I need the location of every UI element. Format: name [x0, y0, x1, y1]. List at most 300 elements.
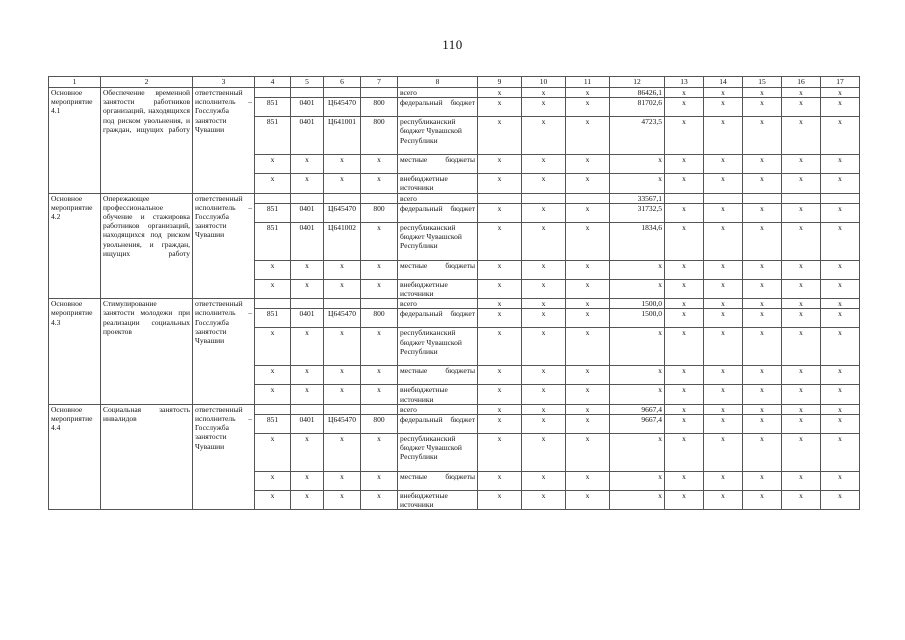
value-cell: x	[821, 155, 860, 174]
value-cell: x	[522, 472, 566, 491]
value-cell: x	[566, 415, 610, 434]
target-article-cell: x	[324, 366, 361, 385]
column-header: 3	[193, 77, 255, 88]
value-cell: x	[782, 155, 821, 174]
value-cell: x	[782, 385, 821, 404]
expense-type-cell: 800	[361, 415, 398, 434]
value-cell: x	[478, 299, 522, 309]
funding-source-cell: местные бюджеты	[398, 155, 478, 174]
funding-source-cell: федеральный бюджет	[398, 309, 478, 328]
target-article-cell: x	[324, 385, 361, 404]
value-cell: x	[743, 155, 782, 174]
section-code-cell: x	[291, 279, 324, 298]
value-cell: x	[743, 203, 782, 222]
amount-cell: x	[610, 366, 665, 385]
value-cell: x	[782, 174, 821, 193]
value-cell: x	[821, 415, 860, 434]
executor-cell: ответственный исполнитель – Госслужба занятости Чувашии	[193, 299, 255, 405]
page-number: 110	[442, 37, 463, 52]
value-cell: x	[566, 88, 610, 98]
value-cell: x	[566, 279, 610, 298]
table-row	[49, 299, 860, 309]
table-body	[49, 88, 860, 510]
value-cell: x	[566, 299, 610, 309]
admin-code-cell: x	[255, 434, 291, 472]
column-header: 13	[665, 77, 704, 88]
section-code-cell: 0401	[291, 309, 324, 328]
target-article-cell: x	[324, 155, 361, 174]
section-code-cell: 0401	[291, 222, 324, 260]
activity-name-cell: Опережающее профессиональное обучение и стажировка работников организаций, находящихся под риском увольнения, и граждан, ищущих работу	[101, 193, 193, 299]
value-cell: x	[665, 174, 704, 193]
value-cell: x	[566, 174, 610, 193]
value-cell: x	[478, 279, 522, 298]
value-cell: x	[821, 222, 860, 260]
expense-type-cell: x	[361, 260, 398, 279]
value-cell: x	[821, 299, 860, 309]
expense-type-cell: x	[361, 385, 398, 404]
value-cell: x	[782, 328, 821, 366]
funding-source-cell: всего	[398, 404, 478, 414]
value-cell: x	[821, 117, 860, 155]
value-cell: x	[665, 279, 704, 298]
value-cell: x	[478, 472, 522, 491]
value-cell: x	[821, 366, 860, 385]
value-cell: x	[704, 222, 743, 260]
column-header: 1	[49, 77, 101, 88]
value-cell: x	[522, 260, 566, 279]
value-cell: x	[821, 98, 860, 117]
admin-code-cell: 851	[255, 117, 291, 155]
value-cell	[743, 193, 782, 203]
value-cell: x	[522, 328, 566, 366]
amount-cell: x	[610, 174, 665, 193]
value-cell: x	[566, 260, 610, 279]
value-cell: x	[478, 366, 522, 385]
value-cell: x	[782, 203, 821, 222]
value-cell: x	[665, 299, 704, 309]
value-cell: x	[782, 260, 821, 279]
amount-cell: 9667,4	[610, 404, 665, 414]
value-cell: x	[566, 472, 610, 491]
value-cell: x	[665, 260, 704, 279]
amount-cell: x	[610, 434, 665, 472]
target-article-cell: Ц641002	[324, 222, 361, 260]
value-cell: x	[704, 155, 743, 174]
funding-source-cell: республиканский бюджет Чувашской Республики	[398, 117, 478, 155]
amount-cell: 9667,4	[610, 415, 665, 434]
expense-type-cell: x	[361, 174, 398, 193]
value-cell	[522, 193, 566, 203]
admin-code-cell	[255, 299, 291, 309]
value-cell: x	[522, 174, 566, 193]
column-header: 8	[398, 77, 478, 88]
value-cell: x	[522, 491, 566, 510]
section-code-cell: 0401	[291, 98, 324, 117]
activity-name-cell: Социальная занятость инвалидов	[101, 404, 193, 510]
amount-cell: 81702,6	[610, 98, 665, 117]
value-cell: x	[821, 434, 860, 472]
admin-code-cell: 851	[255, 98, 291, 117]
value-cell: x	[566, 155, 610, 174]
expense-type-cell: x	[361, 279, 398, 298]
value-cell: x	[522, 415, 566, 434]
admin-code-cell: x	[255, 328, 291, 366]
value-cell: x	[665, 222, 704, 260]
admin-code-cell: x	[255, 279, 291, 298]
table-row	[49, 88, 860, 98]
funding-source-cell: местные бюджеты	[398, 366, 478, 385]
funding-source-cell: внебюджетные источники	[398, 491, 478, 510]
column-header: 5	[291, 77, 324, 88]
value-cell: x	[566, 203, 610, 222]
column-header: 7	[361, 77, 398, 88]
funding-source-cell: республиканский бюджет Чувашской Республики	[398, 328, 478, 366]
admin-code-cell: x	[255, 472, 291, 491]
value-cell	[478, 193, 522, 203]
amount-cell: x	[610, 279, 665, 298]
value-cell	[821, 193, 860, 203]
section-code-cell: x	[291, 328, 324, 366]
column-header: 17	[821, 77, 860, 88]
amount-cell: x	[610, 385, 665, 404]
table-row	[49, 193, 860, 203]
value-cell: x	[665, 434, 704, 472]
value-cell: x	[821, 203, 860, 222]
value-cell	[782, 193, 821, 203]
value-cell: x	[821, 491, 860, 510]
amount-cell: 4723,5	[610, 117, 665, 155]
value-cell: x	[743, 434, 782, 472]
expense-type-cell: x	[361, 434, 398, 472]
value-cell: x	[478, 328, 522, 366]
amount-cell: 31732,5	[610, 203, 665, 222]
value-cell: x	[704, 491, 743, 510]
value-cell: x	[665, 309, 704, 328]
value-cell: x	[704, 98, 743, 117]
target-article-cell: Ц641001	[324, 117, 361, 155]
section-code-cell: x	[291, 366, 324, 385]
target-article-cell: x	[324, 260, 361, 279]
value-cell: x	[522, 366, 566, 385]
column-header: 6	[324, 77, 361, 88]
value-cell: x	[821, 88, 860, 98]
admin-code-cell	[255, 193, 291, 203]
value-cell: x	[821, 279, 860, 298]
value-cell: x	[478, 117, 522, 155]
value-cell: x	[522, 117, 566, 155]
activity-cell: Основное мероприятие 4.1	[49, 88, 101, 194]
value-cell: x	[566, 117, 610, 155]
admin-code-cell: x	[255, 385, 291, 404]
funding-source-cell: внебюджетные источники	[398, 279, 478, 298]
expense-type-cell: 800	[361, 203, 398, 222]
value-cell: x	[743, 415, 782, 434]
value-cell: x	[821, 174, 860, 193]
value-cell: x	[704, 366, 743, 385]
section-code-cell: 0401	[291, 203, 324, 222]
admin-code-cell: x	[255, 155, 291, 174]
value-cell: x	[704, 309, 743, 328]
funding-source-cell: федеральный бюджет	[398, 98, 478, 117]
amount-cell: x	[610, 472, 665, 491]
value-cell: x	[704, 385, 743, 404]
section-code-cell: x	[291, 155, 324, 174]
amount-cell: 1500,0	[610, 299, 665, 309]
amount-cell: x	[610, 260, 665, 279]
funding-source-cell: местные бюджеты	[398, 472, 478, 491]
value-cell: x	[478, 260, 522, 279]
admin-code-cell	[255, 404, 291, 414]
value-cell: x	[522, 222, 566, 260]
value-cell: x	[743, 328, 782, 366]
value-cell: x	[821, 260, 860, 279]
expense-type-cell	[361, 88, 398, 98]
amount-cell: x	[610, 155, 665, 174]
target-article-cell: x	[324, 472, 361, 491]
table-row	[49, 404, 860, 414]
target-article-cell	[324, 88, 361, 98]
value-cell: x	[782, 434, 821, 472]
value-cell: x	[743, 117, 782, 155]
amount-cell: 33567,1	[610, 193, 665, 203]
value-cell: x	[566, 309, 610, 328]
section-code-cell	[291, 193, 324, 203]
value-cell: x	[782, 299, 821, 309]
target-article-cell: x	[324, 434, 361, 472]
expense-type-cell	[361, 299, 398, 309]
admin-code-cell	[255, 88, 291, 98]
section-code-cell: x	[291, 491, 324, 510]
value-cell: x	[782, 366, 821, 385]
value-cell: x	[704, 434, 743, 472]
value-cell: x	[478, 222, 522, 260]
value-cell: x	[665, 404, 704, 414]
value-cell: x	[704, 404, 743, 414]
admin-code-cell: 851	[255, 415, 291, 434]
activity-cell: Основное мероприятие 4.3	[49, 299, 101, 405]
funding-source-cell: республиканский бюджет Чувашской Республики	[398, 222, 478, 260]
value-cell: x	[743, 88, 782, 98]
value-cell: x	[821, 404, 860, 414]
activity-cell: Основное мероприятие 4.2	[49, 193, 101, 299]
value-cell: x	[522, 434, 566, 472]
value-cell: x	[704, 472, 743, 491]
value-cell: x	[743, 366, 782, 385]
value-cell: x	[782, 117, 821, 155]
value-cell: x	[478, 385, 522, 404]
value-cell: x	[782, 404, 821, 414]
value-cell: x	[478, 88, 522, 98]
value-cell: x	[782, 309, 821, 328]
value-cell: x	[704, 415, 743, 434]
value-cell: x	[743, 299, 782, 309]
target-article-cell	[324, 404, 361, 414]
admin-code-cell: 851	[255, 203, 291, 222]
expense-type-cell: x	[361, 472, 398, 491]
value-cell: x	[522, 299, 566, 309]
funding-source-cell: местные бюджеты	[398, 260, 478, 279]
section-code-cell: 0401	[291, 415, 324, 434]
funding-source-cell: федеральный бюджет	[398, 203, 478, 222]
target-article-cell: Ц645470	[324, 203, 361, 222]
funding-source-cell: внебюджетные источники	[398, 385, 478, 404]
value-cell: x	[566, 222, 610, 260]
value-cell: x	[704, 260, 743, 279]
value-cell: x	[743, 260, 782, 279]
value-cell: x	[782, 222, 821, 260]
column-number-row	[49, 77, 860, 88]
section-code-cell	[291, 404, 324, 414]
value-cell: x	[522, 309, 566, 328]
value-cell: x	[665, 385, 704, 404]
budget-table	[48, 76, 860, 510]
value-cell: x	[782, 415, 821, 434]
target-article-cell: Ц645470	[324, 309, 361, 328]
value-cell: x	[566, 98, 610, 117]
funding-source-cell: федеральный бюджет	[398, 415, 478, 434]
expense-type-cell: x	[361, 491, 398, 510]
expense-type-cell: 800	[361, 98, 398, 117]
column-header: 4	[255, 77, 291, 88]
value-cell: x	[478, 174, 522, 193]
column-header: 12	[610, 77, 665, 88]
value-cell: x	[522, 279, 566, 298]
value-cell: x	[743, 491, 782, 510]
value-cell: x	[782, 472, 821, 491]
value-cell: x	[566, 491, 610, 510]
value-cell: x	[704, 117, 743, 155]
value-cell: x	[743, 222, 782, 260]
activity-cell: Основное мероприятие 4.4	[49, 404, 101, 510]
column-header: 2	[101, 77, 193, 88]
executor-cell: ответственный исполнитель – Госслужба занятости Чувашии	[193, 193, 255, 299]
expense-type-cell: 800	[361, 117, 398, 155]
value-cell: x	[665, 415, 704, 434]
expense-type-cell: x	[361, 328, 398, 366]
value-cell: x	[743, 385, 782, 404]
admin-code-cell: x	[255, 174, 291, 193]
value-cell: x	[478, 434, 522, 472]
target-article-cell: x	[324, 174, 361, 193]
expense-type-cell	[361, 193, 398, 203]
admin-code-cell: x	[255, 491, 291, 510]
value-cell: x	[743, 404, 782, 414]
value-cell: x	[704, 174, 743, 193]
value-cell: x	[566, 385, 610, 404]
value-cell: x	[704, 279, 743, 298]
value-cell: x	[743, 472, 782, 491]
value-cell: x	[665, 88, 704, 98]
amount-cell: x	[610, 328, 665, 366]
funding-source-cell: всего	[398, 88, 478, 98]
value-cell: x	[522, 98, 566, 117]
target-article-cell: x	[324, 491, 361, 510]
section-code-cell: x	[291, 260, 324, 279]
value-cell: x	[478, 404, 522, 414]
section-code-cell: x	[291, 385, 324, 404]
value-cell: x	[743, 174, 782, 193]
value-cell: x	[665, 98, 704, 117]
section-code-cell: x	[291, 472, 324, 491]
amount-cell: 1834,6	[610, 222, 665, 260]
value-cell: x	[522, 88, 566, 98]
value-cell: x	[782, 98, 821, 117]
expense-type-cell: x	[361, 366, 398, 385]
value-cell: x	[522, 404, 566, 414]
target-article-cell: Ц645470	[324, 98, 361, 117]
value-cell: x	[478, 155, 522, 174]
value-cell: x	[704, 299, 743, 309]
value-cell: x	[704, 203, 743, 222]
section-code-cell: x	[291, 434, 324, 472]
amount-cell: 86426,1	[610, 88, 665, 98]
value-cell: x	[704, 88, 743, 98]
value-cell	[665, 193, 704, 203]
amount-cell: x	[610, 491, 665, 510]
column-header: 11	[566, 77, 610, 88]
column-header: 16	[782, 77, 821, 88]
target-article-cell: Ц645470	[324, 415, 361, 434]
value-cell	[704, 193, 743, 203]
value-cell: x	[566, 434, 610, 472]
target-article-cell	[324, 299, 361, 309]
column-header: 10	[522, 77, 566, 88]
value-cell: x	[665, 155, 704, 174]
funding-source-cell: внебюджетные источники	[398, 174, 478, 193]
value-cell: x	[665, 328, 704, 366]
value-cell: x	[522, 203, 566, 222]
value-cell: x	[566, 404, 610, 414]
value-cell: x	[566, 366, 610, 385]
value-cell	[566, 193, 610, 203]
amount-cell: 1500,0	[610, 309, 665, 328]
target-article-cell: x	[324, 279, 361, 298]
admin-code-cell: 851	[255, 222, 291, 260]
value-cell: x	[821, 385, 860, 404]
executor-cell: ответственный исполнитель – Госслужба занятости Чувашии	[193, 404, 255, 510]
activity-name-cell: Стимулирование занятости молодежи при реализации социальных проектов	[101, 299, 193, 405]
value-cell: x	[478, 203, 522, 222]
admin-code-cell: x	[255, 366, 291, 385]
section-code-cell: x	[291, 174, 324, 193]
value-cell: x	[478, 98, 522, 117]
value-cell: x	[782, 491, 821, 510]
column-header: 9	[478, 77, 522, 88]
expense-type-cell	[361, 404, 398, 414]
value-cell: x	[782, 279, 821, 298]
value-cell: x	[743, 279, 782, 298]
value-cell: x	[478, 309, 522, 328]
value-cell: x	[478, 415, 522, 434]
expense-type-cell: x	[361, 222, 398, 260]
funding-source-cell: республиканский бюджет Чувашской Республики	[398, 434, 478, 472]
value-cell: x	[522, 155, 566, 174]
value-cell: x	[743, 309, 782, 328]
value-cell: x	[478, 491, 522, 510]
value-cell: x	[704, 328, 743, 366]
value-cell: x	[821, 328, 860, 366]
expense-type-cell: 800	[361, 309, 398, 328]
admin-code-cell: x	[255, 260, 291, 279]
value-cell: x	[522, 385, 566, 404]
funding-source-cell: всего	[398, 299, 478, 309]
target-article-cell: x	[324, 328, 361, 366]
value-cell: x	[665, 203, 704, 222]
value-cell: x	[782, 88, 821, 98]
section-code-cell: 0401	[291, 117, 324, 155]
value-cell: x	[566, 328, 610, 366]
